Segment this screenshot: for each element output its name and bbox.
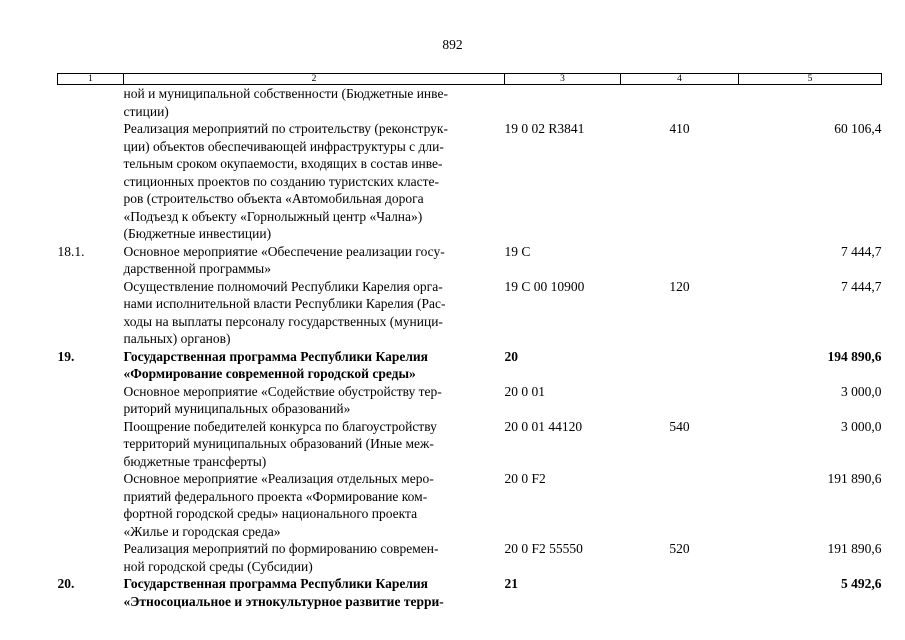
row-number — [58, 470, 124, 540]
row-amount: 7 444,7 — [841, 243, 882, 259]
row-name-line: нами исполнительной власти Республики Карелия (Рас- — [123, 296, 446, 311]
row-name-line: бюджетные трансферты) — [123, 453, 267, 469]
table-row — [58, 383, 882, 418]
row-code — [505, 85, 621, 121]
row-code: 19 С — [504, 243, 531, 259]
row-expense-type — [621, 243, 739, 278]
row-name-line: «Подъезд к объекту «Горнолыжный центр «Чална») — [123, 208, 423, 224]
row-name-line: приятий федерального проекта «Формирование ком- — [123, 488, 428, 504]
row-number — [58, 418, 124, 471]
row-number — [58, 540, 124, 575]
row-number: 20. — [57, 576, 75, 591]
row-amount: 3 000,0 — [841, 383, 882, 399]
column-header-3: 3 — [505, 74, 621, 85]
row-code: 20 0 01 44120 — [504, 418, 583, 434]
row-code: 19 С 00 10900 — [504, 278, 585, 294]
row-name — [124, 540, 505, 575]
row-name-line: Осуществление полномочий Республики Карелия орга- — [123, 278, 443, 294]
table-row — [58, 540, 882, 575]
row-code: 20 — [504, 348, 518, 364]
table-row — [58, 278, 882, 348]
row-name-line: пальных) органов) — [123, 331, 231, 346]
row-code: 21 — [504, 576, 518, 591]
row-name-line: Основное мероприятие «Обеспечение реализации госу- — [123, 243, 445, 259]
table-row — [58, 348, 882, 383]
row-code: 20 0 F2 55550 — [504, 541, 583, 556]
row-name-line: Государственная программа Республики Карелия — [123, 348, 428, 364]
table-row — [58, 575, 882, 610]
page-number: 892 — [442, 37, 463, 52]
row-name-line: дарственной программы» — [123, 261, 271, 276]
row-amount: 194 890,6 — [827, 348, 882, 364]
table-row — [58, 418, 882, 471]
row-name-line: Государственная программа Республики Карелия — [123, 576, 428, 591]
row-name-line: «Формирование современной городской среды» — [123, 366, 416, 381]
row-name-line: Основное мероприятие «Содействие обустройству тер- — [123, 383, 442, 399]
row-name — [124, 278, 505, 348]
row-expense-type — [621, 575, 739, 610]
row-expense-type — [621, 383, 739, 418]
row-name-line: Реализация мероприятий по формированию современ- — [123, 541, 439, 556]
row-amount: 7 444,7 — [841, 278, 882, 294]
row-name-line: Основное мероприятие «Реализация отдельных меро- — [123, 471, 434, 486]
row-name — [124, 383, 505, 418]
row-expense-type: 410 — [669, 121, 690, 136]
row-name — [124, 418, 505, 471]
row-amount: 60 106,4 — [834, 121, 882, 136]
row-number: 18.1. — [57, 243, 85, 259]
column-header-5: 5 — [739, 74, 882, 85]
row-name-line: ции) объектов обеспечивающей инфраструктуры с дли- — [123, 138, 444, 154]
row-name-line: ной городской среды (Субсидии) — [123, 558, 313, 574]
row-name-line: ной и муниципальной собственности (Бюджетные инве- — [123, 86, 448, 101]
row-name-line: риторий муниципальных образований» — [123, 401, 351, 416]
row-number — [58, 85, 124, 121]
table-row — [58, 470, 882, 540]
row-expense-type — [621, 85, 739, 121]
row-name — [124, 470, 505, 540]
row-number: 19. — [57, 348, 75, 364]
row-amount: 3 000,0 — [841, 418, 882, 434]
column-header-4: 4 — [621, 74, 739, 85]
row-name-line: тельным сроком окупаемости, входящих в состав инве- — [123, 156, 443, 171]
row-expense-type: 520 — [669, 541, 690, 556]
row-amount — [739, 85, 882, 121]
row-number — [58, 120, 124, 243]
row-amount: 5 492,6 — [841, 576, 882, 591]
row-name — [124, 85, 505, 121]
column-number-row — [58, 74, 882, 85]
budget-table — [57, 73, 882, 610]
table-row — [58, 243, 882, 278]
column-header-1: 1 — [58, 74, 124, 85]
table-row — [58, 85, 882, 121]
row-name — [124, 243, 505, 278]
row-name-line: стиционных проектов по созданию туристских класте- — [123, 173, 439, 189]
row-code: 20 0 01 — [504, 383, 545, 399]
row-expense-type — [621, 348, 739, 383]
row-code: 19 0 02 R3841 — [504, 121, 585, 136]
row-number — [58, 383, 124, 418]
row-expense-type: 540 — [669, 418, 690, 434]
row-name-line: территорий муниципальных образований (Иные меж- — [123, 436, 434, 451]
table-body — [58, 85, 882, 611]
row-name-line: (Бюджетные инвестиции) — [123, 226, 272, 241]
row-name-line: «Жилье и городская среда» — [123, 523, 281, 539]
row-name-line: стиции) — [123, 103, 169, 119]
row-name-line: фортной городской среды» национального проекта — [123, 506, 418, 521]
row-name — [124, 120, 505, 243]
row-name — [124, 348, 505, 383]
row-name-line: «Этносоциальное и этнокультурное развитие терри- — [123, 593, 444, 609]
row-expense-type — [621, 470, 739, 540]
table-row — [58, 120, 882, 243]
row-expense-type: 120 — [669, 278, 690, 294]
row-name-line: ров (строительство объекта «Автомобильная дорога — [123, 191, 424, 206]
row-code: 20 0 F2 — [504, 471, 546, 486]
row-name — [124, 575, 505, 610]
row-number — [58, 278, 124, 348]
row-name-line: Поощрение победителей конкурса по благоустройству — [123, 418, 437, 434]
row-amount: 191 890,6 — [827, 471, 882, 486]
column-header-2: 2 — [124, 74, 505, 85]
row-amount: 191 890,6 — [827, 541, 882, 556]
row-name-line: Реализация мероприятий по строительству (реконструк- — [123, 121, 448, 136]
row-name-line: ходы на выплаты персоналу государственных (муници- — [123, 313, 443, 329]
